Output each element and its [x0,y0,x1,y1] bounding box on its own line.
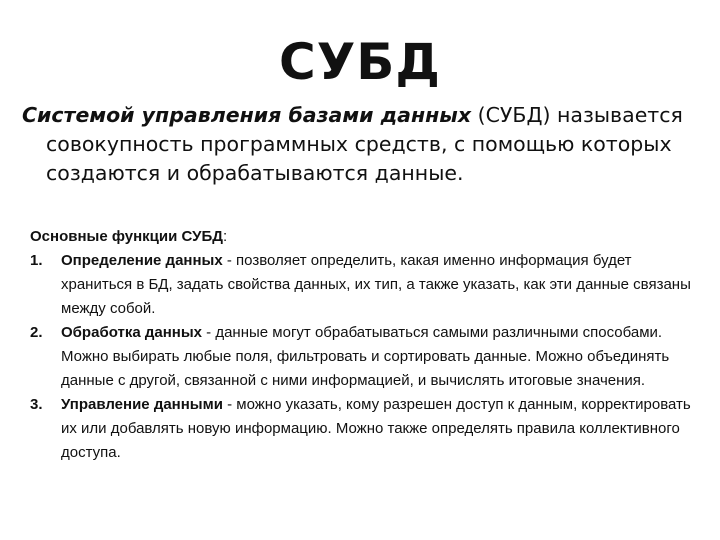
slide-title: СУБД [279,33,441,91]
function-item-text: - позволяет определить, какая именно информация будет храниться в БД, задать свойства данных, их тип, а также указать, как эти данные связаны между собой. [61,252,691,317]
functions-section [30,225,706,465]
definition-abbreviation: (СУБД) [471,103,551,127]
definition-term: Системой управления базами данных [22,103,472,127]
function-item-name: Обработка данных [61,324,202,341]
function-item-number: 3. [30,396,43,413]
function-item-definition [30,249,706,321]
definition-paragraph [22,101,696,188]
function-item-processing [30,321,706,393]
function-item-text: - можно указать, кому разрешен доступ к данным, корректировать их или добавлять новую информацию. Можно также определять правила коллективного доступа. [61,396,691,461]
function-item-management [30,393,706,465]
functions-heading-colon: : [222,228,228,245]
definition-text: называется совокупность программных средств, с помощью которых создаются и обрабатываются данные. [46,103,683,185]
function-item-number: 2. [30,324,43,341]
functions-heading: Основные функции СУБД [30,228,223,245]
function-item-name: Управление данными [61,396,223,413]
functions-heading-line [30,225,706,249]
function-item-number: 1. [30,252,43,269]
function-item-name: Определение данных [61,252,223,269]
function-item-text: - данные могут обрабатываться самыми различными способами. Можно выбирать любые поля, фильтровать и сортировать данные. Можно объединять данные с другой, связанной с ними информацией, и вычислять итоговые значения. [61,324,670,389]
